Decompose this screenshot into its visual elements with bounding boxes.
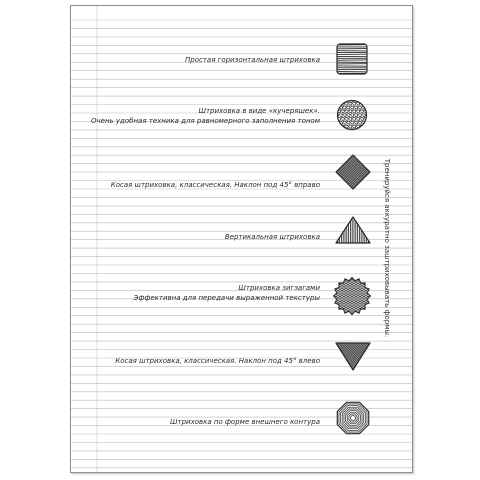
curl-stroke: [362, 129, 365, 132]
curl-stroke: [364, 102, 367, 105]
inverted-triangle-diagonal-hatching-icon: [334, 340, 372, 372]
curl-stroke: [366, 98, 369, 101]
label-curl-hatching: Штриховка в виде «кучеряшек». Очень удобная техника для равномерного заполнения тоном: [91, 107, 320, 125]
label-vertical-hatching: Вертикальная штриховка: [224, 233, 320, 241]
side-caption-text: Тренируйся аккуратно заштриховывать формы.: [383, 158, 391, 338]
curl-stroke: [362, 98, 365, 101]
curl-stroke: [337, 125, 340, 128]
curl-stroke: [366, 121, 369, 124]
octagon-contour-hatching-icon: [334, 399, 372, 437]
curl-stroke: [358, 129, 361, 132]
label-contour-hatching: Штриховка по форме внешнего контура: [170, 418, 320, 426]
curl-stroke: [335, 129, 338, 132]
square-horizontal-hatching-icon: [335, 42, 369, 76]
curl-stroke: [368, 102, 369, 105]
curl-stroke: [366, 129, 369, 132]
hatch-stroke: [334, 340, 337, 372]
hatch-stroke: [371, 340, 373, 372]
curl-stroke: [368, 117, 369, 120]
rosette-zigzag-hatching-icon: [332, 276, 372, 316]
hatch-stroke: [371, 153, 373, 191]
curl-stroke: [368, 125, 369, 128]
label-diagonal-right-hatching: Косая штриховка, классическая. Наклон под 45° вправо: [110, 181, 320, 189]
curl-stroke: [364, 125, 367, 128]
side-caption: [383, 148, 391, 348]
curl-stroke: [335, 106, 338, 109]
curl-stroke: [339, 98, 342, 101]
curl-stroke: [335, 121, 338, 124]
curl-stroke: [368, 110, 369, 113]
curl-stroke: [335, 98, 338, 101]
hatch-stroke: [334, 153, 335, 191]
curl-stroke: [337, 102, 340, 105]
curl-stroke: [358, 98, 361, 101]
curl-stroke: [343, 98, 346, 101]
hatch-stroke: [334, 340, 335, 372]
circle-curl-hatching-icon: [335, 98, 369, 132]
curl-stroke: [366, 106, 369, 109]
label-horizontal-hatching: Простая горизонтальная штриховка: [185, 56, 320, 64]
curl-stroke: [339, 129, 342, 132]
label-zigzag-hatching: Штриховка зигзагами Эффективна для передачи выраженной текстуры: [133, 284, 320, 302]
triangle-vertical-hatching-icon: [334, 215, 372, 245]
curl-stroke: [343, 129, 346, 132]
label-diagonal-left-hatching: Косая штриховка, классическая. Наклон под 45° влево: [115, 357, 320, 365]
diamond-diagonal-hatching-icon: [334, 153, 372, 191]
